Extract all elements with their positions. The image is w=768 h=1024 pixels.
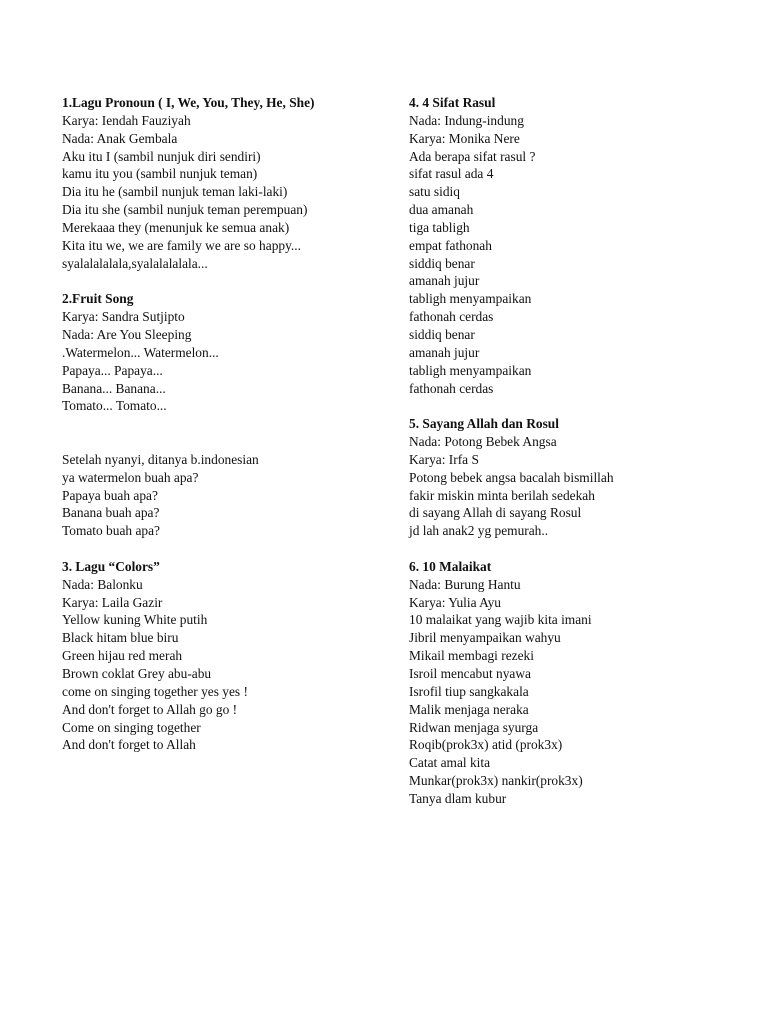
song-colors	[62, 558, 392, 754]
song-title: 6. 10 Malaikat	[409, 558, 492, 574]
song-line: Nada: Indung-indung	[409, 112, 524, 128]
song-line: Nada: Are You Sleeping	[62, 326, 192, 342]
song-line: .Watermelon... Watermelon...	[62, 344, 219, 360]
song-title: 1.Lagu Pronoun ( I, We, You, They, He, She)	[62, 95, 315, 110]
song-line: Black hitam blue biru	[62, 630, 179, 646]
song-pronoun	[62, 94, 392, 272]
song-line: Kita itu we, we are family we are so happy...	[62, 237, 301, 253]
song-line: dua amanah	[409, 202, 474, 218]
song-line: Brown coklat Grey abu-abu	[62, 666, 212, 681]
song-line: Karya: Monika Nere	[409, 130, 520, 146]
song-line: Nada: Potong Bebek Angsa	[409, 434, 557, 450]
song-line: siddiq benar	[409, 255, 475, 271]
song-line: Karya: Laila Gazir	[62, 594, 163, 610]
song-line: Tanya dlam kubur	[409, 790, 507, 806]
song-line: syalalalalala,syalalalalala...	[62, 255, 208, 271]
song-line: Potong bebek angsa bacalah bismillah	[409, 469, 614, 485]
song-note: Setelah nyanyi, ditanya b.indonesian	[62, 451, 259, 467]
song-line: Papaya... Papaya...	[62, 362, 163, 378]
song-line: Roqib(prok3x) atid (prok3x)	[409, 737, 563, 753]
song-line: Tomato... Tomato...	[62, 398, 167, 414]
song-line: sifat rasul ada 4	[409, 166, 494, 182]
song-line: Malik menjaga neraka	[409, 701, 529, 717]
song-title: 3. Lagu “Colors”	[62, 558, 160, 574]
spacer	[62, 540, 392, 558]
song-line: jd lah anak2 yg pemurah..	[409, 523, 549, 539]
song-sifat-rasul	[409, 94, 739, 397]
song-line: fathonah cerdas	[409, 380, 494, 396]
song-line: Isrofil tiup sangkakala	[409, 683, 529, 699]
song-line: Karya: Iendah Fauziyah	[62, 112, 191, 128]
song-line: Banana... Banana...	[62, 380, 166, 396]
song-line: fathonah cerdas	[409, 309, 494, 325]
song-line: tiga tabligh	[409, 219, 470, 235]
song-fruit	[62, 290, 392, 540]
song-line: Dia itu he (sambil nunjuk teman laki-laki)	[62, 184, 288, 200]
right-column	[409, 94, 739, 826]
song-note: Tomato buah apa?	[62, 523, 160, 539]
song-line: kamu itu you (sambil nunjuk teman)	[62, 166, 258, 182]
song-line: Catat amal kita	[409, 755, 491, 771]
song-title: 2.Fruit Song	[62, 291, 134, 307]
song-line: Merekaaa they (menunjuk ke semua anak)	[62, 219, 290, 235]
song-line: come on singing together yes yes !	[62, 683, 248, 699]
song-line: Karya: Irfa S	[409, 451, 479, 467]
song-line: Green hijau red merah	[62, 648, 183, 664]
song-10-malaikat	[409, 558, 739, 808]
song-sayang-allah	[409, 415, 739, 540]
song-line: Munkar(prok3x) nankir(prok3x)	[409, 773, 583, 789]
song-line: di sayang Allah di sayang Rosul	[409, 505, 582, 521]
song-line: Karya: Yulia Ayu	[409, 594, 501, 610]
song-line: tabligh menyampaikan	[409, 362, 532, 378]
song-line: empat fathonah	[409, 237, 492, 253]
song-line: satu sidiq	[409, 184, 460, 200]
song-title: 4. 4 Sifat Rasul	[409, 95, 496, 110]
song-line: Ridwan menjaga syurga	[409, 719, 539, 735]
song-line: Nada: Balonku	[62, 576, 143, 592]
song-line: Dia itu she (sambil nunjuk teman perempuan)	[62, 202, 308, 218]
song-line: And don't forget to Allah go go !	[62, 701, 238, 717]
song-line: siddiq benar	[409, 326, 475, 342]
song-line: Mikail membagi rezeki	[409, 648, 534, 664]
song-line: amanah jujur	[409, 273, 480, 289]
spacer	[62, 415, 392, 451]
song-line: And don't forget to Allah	[62, 737, 196, 753]
song-line: Come on singing together	[62, 719, 201, 735]
left-column	[62, 94, 392, 772]
song-line: Yellow kuning White putih	[62, 612, 208, 628]
song-note: Banana buah apa?	[62, 505, 160, 521]
song-line: fakir miskin minta berilah sedekah	[409, 487, 595, 503]
song-line: 10 malaikat yang wajib kita imani	[409, 612, 592, 628]
song-line: Karya: Sandra Sutjipto	[62, 309, 185, 325]
song-line: Ada berapa sifat rasul ?	[409, 148, 536, 164]
song-line: Aku itu I (sambil nunjuk diri sendiri)	[62, 148, 261, 164]
song-line: Jibril menyampaikan wahyu	[409, 630, 561, 646]
song-line: Isroil mencabut nyawa	[409, 666, 531, 681]
song-line: Nada: Burung Hantu	[409, 576, 521, 592]
song-note: Papaya buah apa?	[62, 487, 158, 503]
song-note: ya watermelon buah apa?	[62, 469, 199, 485]
song-title: 5. Sayang Allah dan Rosul	[409, 416, 559, 432]
song-line: tabligh menyampaikan	[409, 291, 532, 307]
song-line: Nada: Anak Gembala	[62, 130, 178, 146]
song-line: amanah jujur	[409, 344, 480, 360]
